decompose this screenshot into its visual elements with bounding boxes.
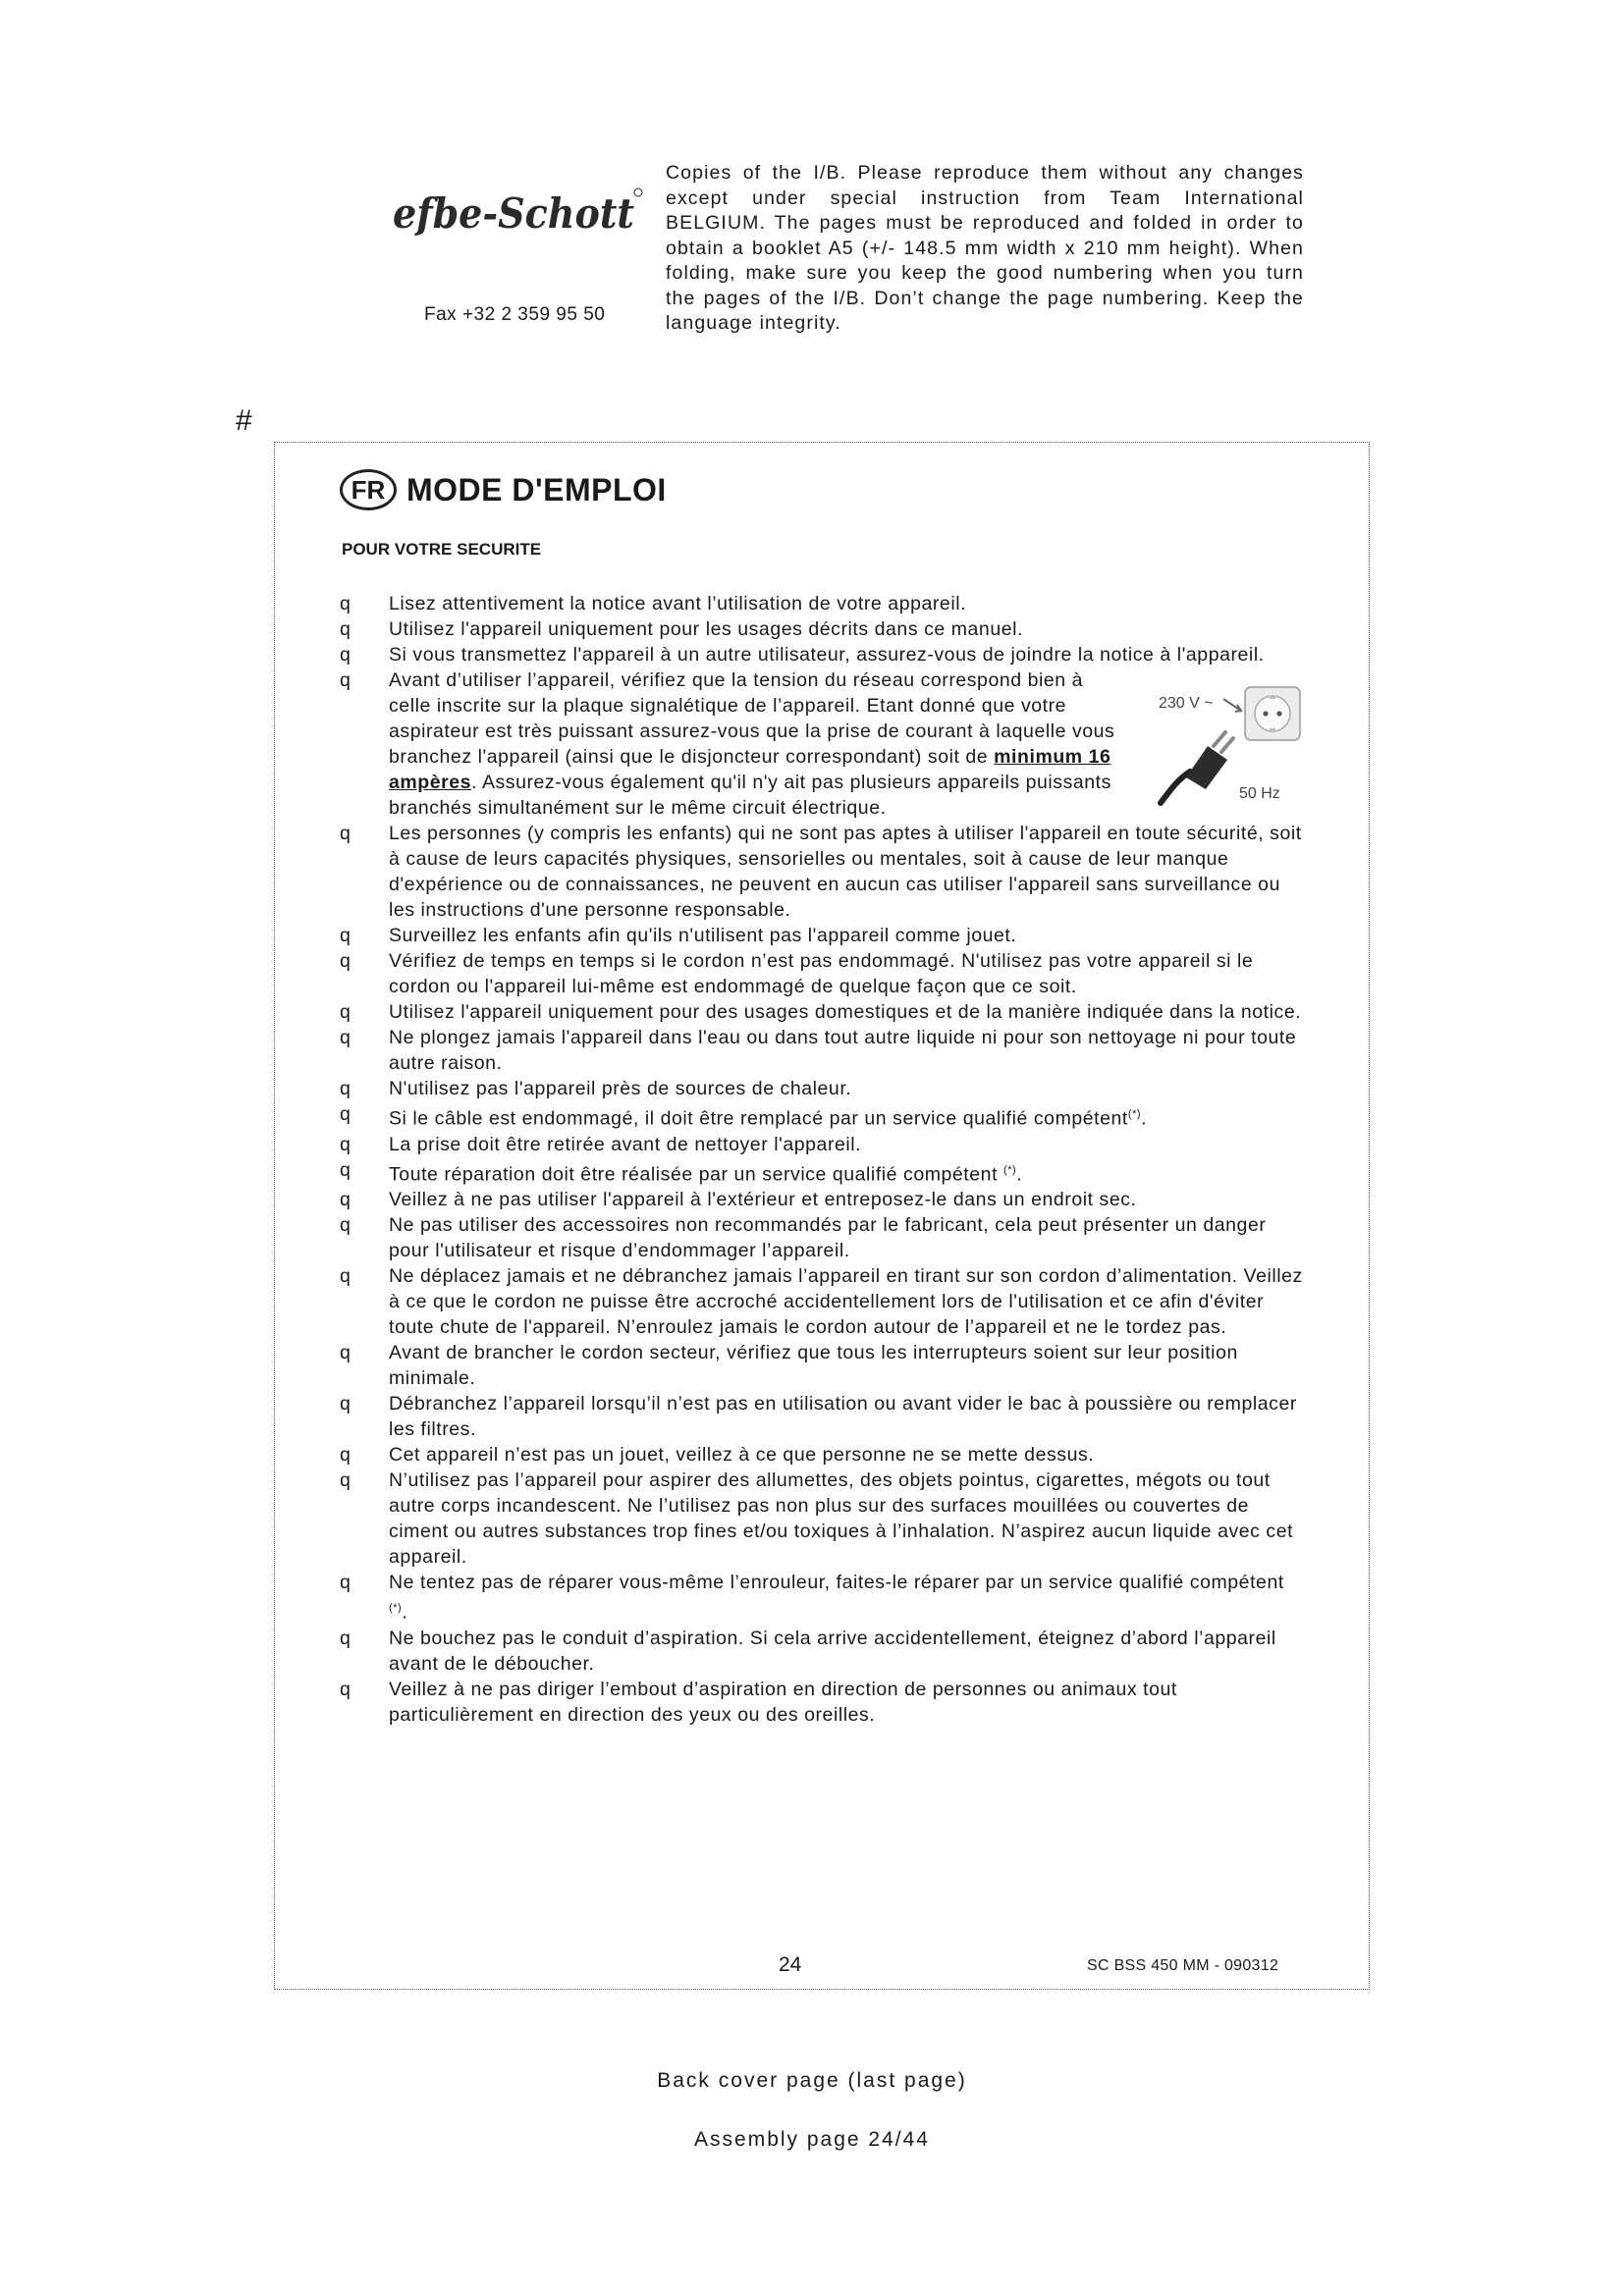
bullet: q [340,1627,352,1649]
bullet: q [340,1444,352,1466]
footer-back-cover: Back cover page (last page) [657,2069,967,2092]
bullet: q [340,1469,352,1491]
item-text: Avant de brancher le cordon secteur, vérifiez que tous les interrupteurs soient sur leur position minimale. [389,1342,1238,1389]
list-item [340,1677,1304,1728]
list-item [340,923,1304,948]
list-item [340,1468,1304,1570]
list-item [340,999,1304,1025]
footnote-mark: (*) [389,1602,403,1614]
item-text: Surveillez les enfants afin qu'ils n'utilisent pas l'appareil comme jouet. [389,925,1017,946]
language-badge: FR [340,469,397,510]
bullet: q [340,1265,352,1287]
list-item [340,1212,1304,1263]
bullet: q [340,618,352,640]
page-number: 24 [779,1953,802,1976]
item-text: La prise doit être retirée avant de nettoyer l'appareil. [389,1133,862,1155]
bullet: q [340,1133,352,1155]
item-text: Si vous transmettez l'appareil à un autre utilisateur, assurez-vous de joindre la notice à l'appareil. [389,644,1265,666]
item-text: Avant d’utiliser l’appareil, vérifiez que la tension du réseau correspond bien à celle inscrite sur la plaque signalétique de l’appareil. Etant donné que votre aspirateur est très puissant assurez-vous que la prise de courant à laquelle vous branchez l'appareil (ainsi que le disjoncteur correspondant) soit de [389,669,1115,768]
list-item [340,1025,1304,1076]
item-text: Toute réparation doit être réalisée par un service qualifié compétent [389,1163,1004,1185]
bullet: q [340,669,352,691]
bullet: q [340,1342,352,1363]
item-text-end: . [1016,1163,1023,1185]
item-text: Ne bouchez pas le conduit d’aspiration. Si cela arrive accidentellement, éteignez d’abord l’appareil avant de le déboucher. [389,1627,1276,1675]
socket-plug-illustration [1151,685,1304,823]
efbe-schott-logo [391,185,644,241]
list-item [340,1187,1304,1212]
footnote-mark: (*) [1003,1163,1017,1176]
bullet: q [340,1189,352,1210]
list-item [340,1132,1304,1157]
frequency-label: 50 Hz [1239,785,1280,802]
emphasis-text: minimum 16 ampères [389,746,1111,793]
item-text: Veillez à ne pas diriger l’embout d’aspiration en direction de personnes ou animaux tout particulièrement en direction des yeux ou des oreilles. [389,1678,1177,1726]
list-item [340,1626,1304,1677]
bullet: q [340,1103,352,1125]
list-item [340,821,1304,923]
bullet: q [340,925,352,946]
item-text: Ne plongez jamais l'appareil dans l'eau ou dans tout autre liquide ni pour son nettoyage ni pour toute autre raison. [389,1027,1297,1074]
item-text: Ne déplacez jamais et ne débranchez jamais l’appareil en tirant sur son cordon d’alimentation. Veillez à ce que le cordon ne puisse être accroché accidentellement lors de l'utilisation et ce afin d'éviter toute chute de l'appareil. N’enroulez jamais le cordon autour de l’appareil et ne le tordez pas. [389,1265,1303,1338]
bullet: q [340,1214,352,1236]
item-text: Veillez à ne pas utiliser l'appareil à l'extérieur et entreposez-le dans un endroit sec. [389,1189,1137,1210]
item-text: Les personnes (y compris les enfants) qui ne sont pas aptes à utiliser l'appareil en toute sécurité, soit à cause de leurs capacités physiques, sensorielles ou mentales, soit à cause de leur manque d'expérience ou de connaissances, ne peuvent en aucun cas utiliser l'appareil sans surveillance ou les instructions d'une personne responsable. [389,823,1302,921]
list-item [340,616,1304,642]
footnote-mark: (*) [1127,1108,1142,1120]
item-text: Utilisez l'appareil uniquement pour les usages décrits dans ce manuel. [389,618,1023,640]
manual-title [340,464,667,515]
list-item [340,1101,1304,1132]
hash-marker: # [236,404,252,437]
logo-text: efbe-Schott [393,189,634,238]
section-title: POUR VOTRE SECURITE [342,540,542,559]
list-item [340,591,1304,616]
bullet: q [340,593,352,614]
footer-assembly-page: Assembly page 24/44 [694,2128,930,2151]
list-item [340,948,1304,999]
document-code: SC BSS 450 MM - 090312 [1087,1957,1279,1974]
list-item [340,1340,1304,1391]
item-text: N’utilisez pas l’appareil pour aspirer des allumettes, des objets pointus, cigarettes, mégots ou tout autre corps incandescent. Ne l’utilisez pas non plus sur des surfaces mouillées ou couvertes de ciment ou autres substances trop fines et/ou toxiques à l’inhalation. N’aspirez aucun liquide avec cet appareil. [389,1469,1294,1568]
bullet: q [340,1158,352,1181]
list-item [340,1076,1304,1101]
list-item [340,1157,1304,1188]
list-item [340,642,1304,667]
print-instructions: Copies of the I/B. Please reproduce them without any changes except under special instruction from Team International BELGIUM. The pages must be reproduced and folded in order to obtain a booklet A5 (+/- 148.5 mm width x 210 mm height). When folding, make sure you keep the good numbering when you turn the pages of the I/B. Don’t change the page numbering. Keep the language integrity. [666,162,1304,334]
bullet: q [340,1027,352,1048]
list-item [340,1442,1304,1468]
bullet: q [340,1001,352,1023]
voltage-label: 230 V ~ [1159,695,1214,712]
list-item [340,1263,1304,1340]
item-text-end: . [402,1601,408,1624]
item-text: Ne pas utiliser des accessoires non recommandés par le fabricant, cela peut présenter un danger pour l'utilisateur et risque d’endommager l’appareil. [389,1214,1267,1261]
item-text: Vérifiez de temps en temps si le cordon n’est pas endommagé. N'utilisez pas votre appareil si le cordon ou l'appareil lui-même est endommagé de quelque façon que ce soit. [389,950,1254,997]
item-text: Utilisez l'appareil uniquement pour des usages domestiques et de la manière indiquée dans la notice. [389,1001,1302,1023]
bullet: q [340,1393,352,1415]
item-text: Ne tentez pas de réparer vous-même l’enrouleur, faites-le réparer par un service qualifié compétent [389,1572,1284,1593]
item-text: . Assurez-vous également qu'il n'y ait pas plusieurs appareils puissants branchés simultanément sur le même circuit électrique. [389,772,1111,819]
bullet: q [340,823,352,844]
item-text: Cet appareil n’est pas un jouet, veillez à ce que personne ne se mette dessus. [389,1444,1095,1466]
item-text: Débranchez l’appareil lorsqu’il n’est pas en utilisation ou avant vider le bac à poussière ou remplacer les filtres. [389,1393,1297,1440]
list-item [340,1391,1304,1442]
page-title: MODE D'EMPLOI [406,471,667,507]
bullet: q [340,1078,352,1099]
fax-number: Fax +32 2 359 95 50 [424,304,606,325]
item-text: Si le câble est endommagé, il doit être remplacé par un service qualifié compétent [389,1107,1128,1130]
bullet: q [340,1678,352,1700]
bullet: q [340,950,352,972]
bullet: q [340,1572,352,1593]
item-text: Lisez attentivement la notice avant l’utilisation de votre appareil. [389,593,967,614]
item-text: N'utilisez pas l'appareil près de sources de chaleur. [389,1078,852,1099]
bullet: q [340,644,352,666]
item-text-end: . [1141,1107,1148,1130]
list-item [340,1570,1304,1626]
